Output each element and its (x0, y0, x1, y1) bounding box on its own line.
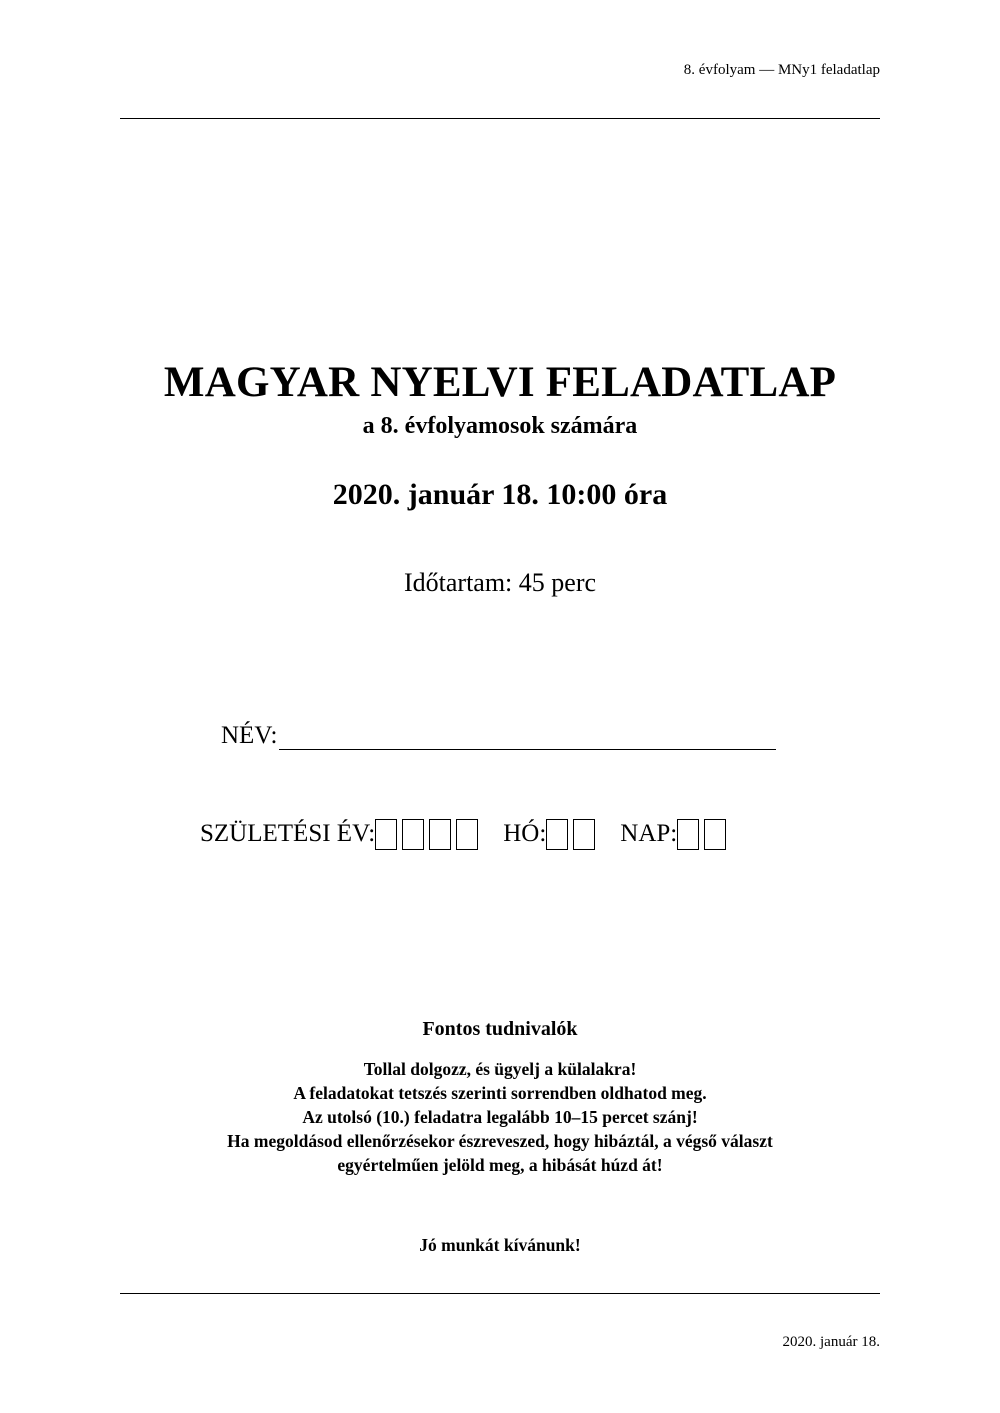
day-label: NAP: (620, 820, 678, 847)
notes-line: A feladatokat tetszés szerinti sorrendben oldhatod meg. (293, 1083, 707, 1103)
header-label: 8. évfolyam — MNy1 feladatlap (683, 62, 880, 78)
day-digit-box[interactable] (704, 819, 726, 850)
month-digit-box[interactable] (573, 819, 595, 850)
name-label: NÉV: (221, 722, 278, 749)
notes-line: Az utolsó (10.) feladatra legalább 10–15 percet szánj! (302, 1107, 698, 1127)
birth-year-digit-box[interactable] (402, 819, 424, 850)
birth-date-row (200, 818, 731, 850)
page-subtitle: a 8. évfolyamosok számára (362, 413, 638, 439)
good-luck-message: Jó munkát kívánunk! (419, 1235, 581, 1255)
notes-line: Tollal dolgozz, és ügyelj a külalakra! (363, 1059, 637, 1079)
notes-list (0, 1057, 1000, 1177)
exam-duration: Időtartam: 45 perc (403, 568, 597, 597)
header-divider (120, 118, 880, 119)
footer-date: 2020. január 18. (782, 1334, 880, 1350)
birth-year-digit-box[interactable] (429, 819, 451, 850)
name-row (221, 722, 776, 750)
birth-year-digit-box[interactable] (456, 819, 478, 850)
name-field[interactable] (279, 723, 776, 750)
footer-divider (120, 1293, 880, 1294)
birth-year-digit-box[interactable] (375, 819, 397, 850)
page-title: MAGYAR NYELVI FELADATLAP (163, 359, 837, 406)
exam-datetime: 2020. január 18. 10:00 óra (332, 478, 668, 511)
day-digit-box[interactable] (677, 819, 699, 850)
month-digit-box[interactable] (546, 819, 568, 850)
notes-line: Ha megoldásod ellenőrzésekor észreveszed, hogy hibáztál, a végső választ (227, 1131, 773, 1151)
month-label: HÓ: (503, 820, 547, 847)
notes-title: Fontos tudnivalók (422, 1018, 578, 1040)
birth-year-label: SZÜLETÉSI ÉV: (200, 820, 376, 847)
notes-line: egyértelműen jelöld meg, a hibását húzd át! (337, 1155, 663, 1175)
